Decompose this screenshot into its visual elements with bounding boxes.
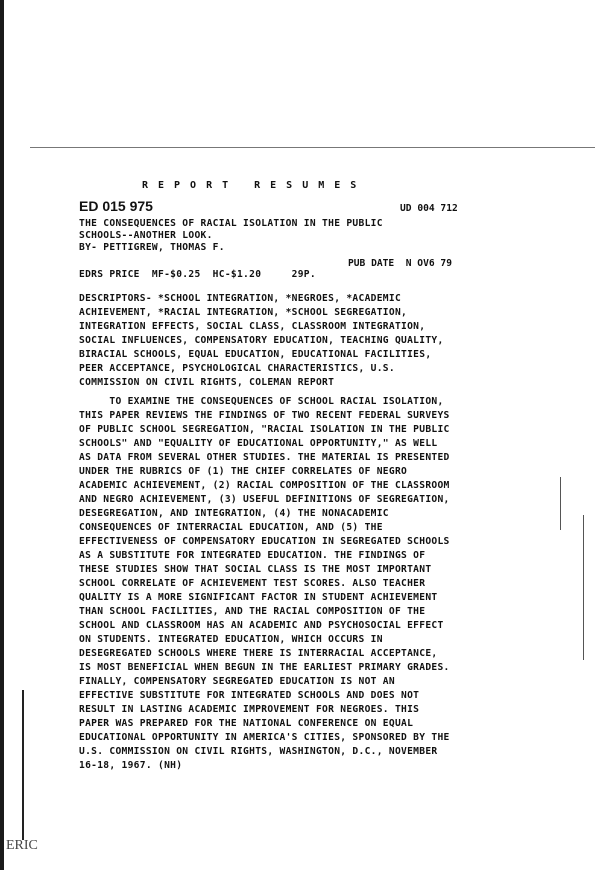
descriptor-line: PEER ACCEPTANCE, PSYCHOLOGICAL CHARACTERISTICS, U.S. — [79, 363, 395, 374]
abstract-line: THAN SCHOOL FACILITIES, AND THE RACIAL COMPOSITION OF THE — [79, 606, 426, 617]
abstract-line: SCHOOL AND CLASSROOM HAS AN ACADEMIC AND PSYCHOSOCIAL EFFECT — [79, 620, 444, 631]
abstract-line: OF PUBLIC SCHOOL SEGREGATION, "RACIAL ISOLATION IN THE PUBLIC — [79, 424, 450, 435]
abstract-line: QUALITY IS A MORE SIGNIFICANT FACTOR IN STUDENT ACHIEVEMENT — [79, 592, 438, 603]
abstract-line: EFFECTIVE SUBSTITUTE FOR INTEGRATED SCHOOLS AND DOES NOT — [79, 690, 420, 701]
abstract-line: EFFECTIVENESS OF COMPENSATORY EDUCATION IN SEGREGATED SCHOOLS — [79, 536, 450, 547]
abstract-line: TO EXAMINE THE CONSEQUENCES OF SCHOOL RACIAL ISOLATION, — [79, 396, 444, 407]
scan-edge-left — [0, 0, 4, 870]
abstract-line: DESEGREGATED SCHOOLS WHERE THERE IS INTERRACIAL ACCEPTANCE, — [79, 648, 438, 659]
abstract-line: THIS PAPER REVIEWS THE FINDINGS OF TWO RECENT FEDERAL SURVEYS — [79, 410, 450, 421]
scan-edge-mark — [22, 690, 24, 840]
right-scan-mark — [560, 477, 561, 530]
abstract-line: EDUCATIONAL OPPORTUNITY IN AMERICA'S CITIES, SPONSORED BY THE — [79, 732, 450, 743]
abstract-line: AND NEGRO ACHIEVEMENT, (3) USEFUL DEFINITIONS OF SEGREGATION, — [79, 494, 450, 505]
descriptor-line: INTEGRATION EFFECTS, SOCIAL CLASS, CLASSROOM INTEGRATION, — [79, 321, 426, 332]
abstract-line: ACADEMIC ACHIEVEMENT, (2) RACIAL COMPOSITION OF THE CLASSROOM — [79, 480, 450, 491]
abstract-line: IS MOST BENEFICIAL WHEN BEGUN IN THE EARLIEST PRIMARY GRADES. — [79, 662, 450, 673]
top-scan-rule — [30, 147, 595, 148]
abstract-line: FINALLY, COMPENSATORY SEGREGATED EDUCATION IS NOT AN — [79, 676, 395, 687]
ud-number: UD 004 712 — [400, 203, 458, 214]
ed-number: ED 015 975 — [79, 198, 153, 214]
abstract-line: AS A SUBSTITUTE FOR INTEGRATED EDUCATION. THE FINDINGS OF — [79, 550, 426, 561]
abstract-line: SCHOOL CORRELATE OF ACHIEVEMENT TEST SCORES. ALSO TEACHER — [79, 578, 426, 589]
right-scan-mark — [583, 515, 584, 660]
pub-date: PUB DATE N OV6 79 — [348, 258, 452, 269]
author-line: BY- PETTIGREW, THOMAS F. — [79, 242, 225, 253]
eric-logo: ERIC — [6, 838, 38, 853]
abstract-line: THESE STUDIES SHOW THAT SOCIAL CLASS IS THE MOST IMPORTANT — [79, 564, 432, 575]
abstract-line: AS DATA FROM SEVERAL OTHER STUDIES. THE MATERIAL IS PRESENTED — [79, 452, 450, 463]
abstract-line: PAPER WAS PREPARED FOR THE NATIONAL CONFERENCE ON EQUAL — [79, 718, 414, 729]
abstract-line: UNDER THE RUBRICS OF (1) THE CHIEF CORRELATES OF NEGRO — [79, 466, 408, 477]
descriptor-line: SOCIAL INFLUENCES, COMPENSATORY EDUCATION, TEACHING QUALITY, — [79, 335, 444, 346]
descriptor-line: DESCRIPTORS- *SCHOOL INTEGRATION, *NEGROES, *ACADEMIC — [79, 293, 402, 304]
abstract-line: SCHOOLS" AND "EQUALITY OF EDUCATIONAL OPPORTUNITY," AS WELL — [79, 438, 438, 449]
descriptor-line: ACHIEVEMENT, *RACIAL INTEGRATION, *SCHOOL SEGREGATION, — [79, 307, 408, 318]
descriptor-line: BIRACIAL SCHOOLS, EQUAL EDUCATION, EDUCATIONAL FACILITIES, — [79, 349, 432, 360]
abstract-line: RESULT IN LASTING ACADEMIC IMPROVEMENT FOR NEGROES. THIS — [79, 704, 420, 715]
title-line: THE CONSEQUENCES OF RACIAL ISOLATION IN THE PUBLIC — [79, 218, 383, 229]
abstract-line: DESEGREGATION, AND INTEGRATION, (4) THE NONACADEMIC — [79, 508, 389, 519]
abstract-line: 16-18, 1967. (NH) — [79, 760, 183, 771]
descriptor-line: COMMISSION ON CIVIL RIGHTS, COLEMAN REPORT — [79, 377, 335, 388]
report-resumes-header: REPORT RESUMES — [142, 180, 367, 191]
abstract-line: CONSEQUENCES OF INTERRACIAL EDUCATION, AND (5) THE — [79, 522, 383, 533]
abstract-line: ON STUDENTS. INTEGRATED EDUCATION, WHICH OCCURS IN — [79, 634, 383, 645]
price-line: EDRS PRICE MF-$0.25 HC-$1.20 29P. — [79, 269, 316, 280]
title-line: SCHOOLS--ANOTHER LOOK. — [79, 230, 213, 241]
abstract-line: U.S. COMMISSION ON CIVIL RIGHTS, WASHINGTON, D.C., NOVEMBER — [79, 746, 438, 757]
